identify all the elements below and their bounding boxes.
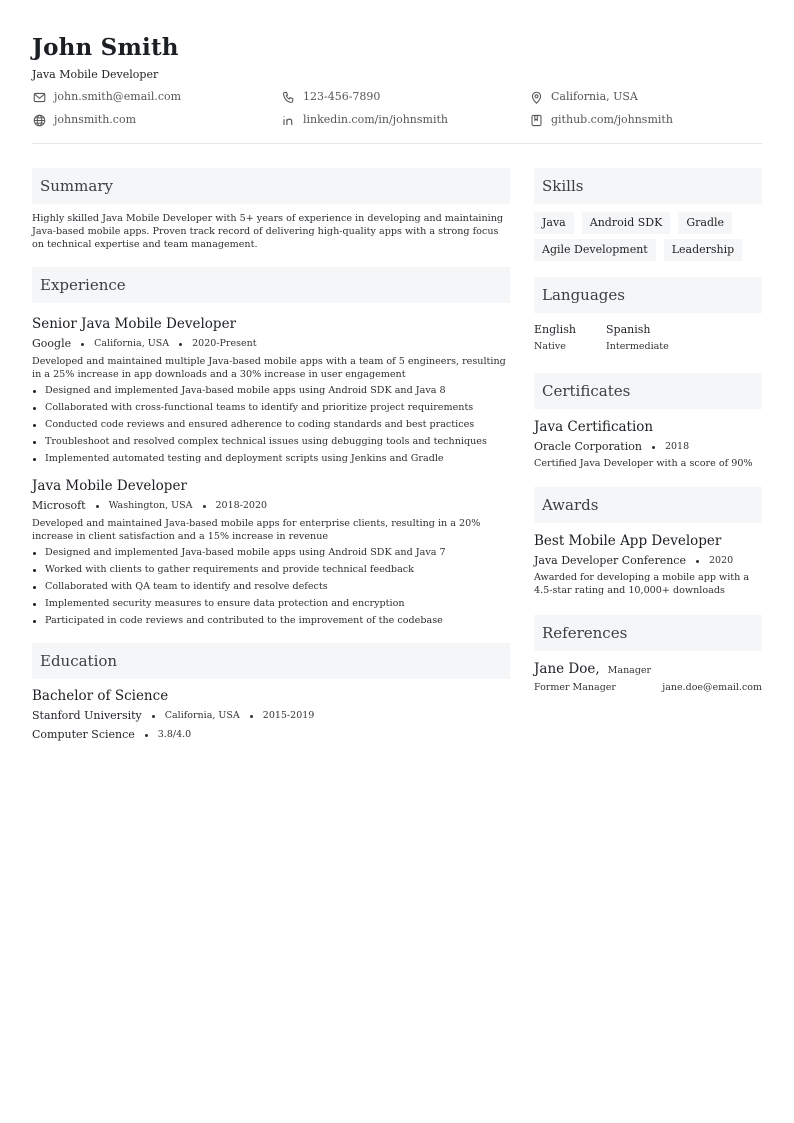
separator-dot: [96, 505, 99, 508]
contact-linkedin[interactable]: [281, 113, 529, 127]
job-entry: [32, 316, 510, 465]
github-icon: [529, 113, 543, 127]
language-name: Spanish: [606, 323, 651, 336]
school-location: California, USA: [164, 710, 240, 721]
language-name: English: [534, 323, 576, 336]
list-item: [32, 418, 510, 431]
awards-heading: Awards: [534, 487, 762, 523]
language-item: [534, 323, 606, 353]
list-item: [32, 384, 510, 397]
phone-icon: [281, 90, 295, 104]
candidate-name: John Smith: [32, 34, 179, 61]
reference-relation: Former Manager: [534, 682, 616, 693]
language-item: [606, 323, 678, 353]
separator-dot: [696, 560, 699, 563]
contact-list: [32, 90, 762, 127]
education-section: [32, 643, 510, 742]
list-item: [32, 435, 510, 448]
list-item: [32, 580, 510, 593]
list-item: [32, 452, 510, 465]
education-heading: Education: [32, 643, 510, 679]
degree-title: Bachelor of Science: [32, 688, 169, 704]
bullet-icon: [33, 407, 36, 410]
separator-dot: [652, 446, 655, 449]
award-year: 2020: [708, 555, 734, 566]
contact-linkedin-text: linkedin.com/in/johnsmith: [303, 113, 448, 126]
header: [32, 34, 762, 144]
bullet-icon: [33, 569, 36, 572]
job-title: Java Mobile Developer: [32, 478, 187, 494]
bullet-text: Implemented security measures to ensure data protection and encryption: [45, 598, 405, 609]
job-company: Microsoft: [32, 499, 86, 512]
separator-dot: [81, 343, 84, 346]
language-level: Intermediate: [606, 341, 669, 352]
award-meta: [534, 554, 762, 568]
reference-header: [534, 661, 762, 677]
linkedin-icon: [281, 113, 295, 127]
summary-section: [32, 168, 510, 251]
summary-heading: Summary: [32, 168, 510, 204]
reference-details: [534, 682, 762, 693]
bullet-text: Designed and implemented Java-based mobile apps using Android SDK and Java 8: [45, 385, 446, 396]
job-dates: 2020-Present: [192, 338, 257, 349]
certificates-section: [534, 373, 762, 470]
bullet-text: Collaborated with cross-functional teams to identify and prioritize project requirements: [45, 402, 474, 413]
references-section: [534, 615, 762, 693]
certificates-heading: Certificates: [534, 373, 762, 409]
skill-tag: Leadership: [664, 239, 742, 261]
award-issuer: Java Developer Conference: [534, 554, 686, 567]
resume-page: [32, 34, 762, 741]
bullet-text: Worked with clients to gather requirements and provide technical feedback: [45, 564, 414, 575]
contact-location: [529, 90, 762, 104]
reference-role: Manager: [607, 665, 652, 676]
list-item: [32, 597, 510, 610]
separator-dot: [145, 734, 148, 737]
job-description: Developed and maintained Java-based mobile apps for enterprise clients, resulting in a 20% increase in client satisfaction and a 15% increase in revenue: [32, 518, 481, 542]
bullet-icon: [33, 552, 36, 555]
contact-website-text: johnsmith.com: [54, 113, 137, 126]
contact-location-text: California, USA: [551, 90, 638, 103]
skills-list: [534, 212, 762, 261]
bullet-icon: [33, 603, 36, 606]
job-entry: [32, 478, 510, 627]
award-title: Best Mobile App Developer: [534, 533, 722, 549]
certificate-meta: [534, 440, 762, 454]
bullet-text: Implemented automated testing and deployment scripts using Jenkins and Gradle: [45, 453, 444, 464]
bullet-text: Designed and implemented Java-based mobile apps using Android SDK and Java 7: [45, 547, 446, 558]
languages-heading: Languages: [534, 277, 762, 313]
skill-tag: Agile Development: [534, 239, 656, 261]
job-location: Washington, USA: [108, 500, 193, 511]
left-column: [32, 168, 510, 742]
skills-section: [534, 168, 762, 261]
reference-name: Jane Doe,: [534, 661, 600, 677]
contact-phone-text: 123-456-7890: [303, 90, 381, 103]
certificate-year: 2018: [664, 441, 690, 452]
school-name: Stanford University: [32, 709, 142, 722]
job-location: California, USA: [94, 338, 170, 349]
header-divider: [32, 143, 762, 144]
skill-tag: Gradle: [678, 212, 732, 234]
bullet-icon: [33, 390, 36, 393]
contact-email[interactable]: [32, 90, 281, 104]
education-meta: [32, 709, 510, 723]
skills-heading: Skills: [534, 168, 762, 204]
reference-email[interactable]: jane.doe@email.com: [662, 682, 762, 693]
list-item: [32, 563, 510, 576]
contact-phone[interactable]: [281, 90, 529, 104]
bullet-icon: [33, 458, 36, 461]
certificate-description: Certified Java Developer with a score of 90%: [534, 458, 753, 469]
education-field-meta: [32, 728, 510, 742]
job-dates: 2018-2020: [215, 500, 268, 511]
right-column: [534, 168, 762, 693]
mail-icon: [32, 90, 46, 104]
references-heading: References: [534, 615, 762, 651]
candidate-title: Java Mobile Developer: [32, 68, 159, 81]
list-item: [32, 546, 510, 559]
job-title: Senior Java Mobile Developer: [32, 316, 237, 332]
bullet-text: Conducted code reviews and ensured adherence to coding standards and best practices: [45, 419, 475, 430]
job-meta: [32, 337, 510, 351]
bullet-text: Troubleshoot and resolved complex technical issues using debugging tools and techniques: [45, 436, 487, 447]
contact-email-text: john.smith@email.com: [54, 90, 182, 103]
languages-section: [534, 277, 762, 353]
gpa: 3.8/4.0: [157, 729, 192, 740]
awards-section: [534, 487, 762, 597]
bullet-icon: [33, 441, 36, 444]
globe-icon: [32, 113, 46, 127]
field-of-study: Computer Science: [32, 728, 135, 741]
certificate-title: Java Certification: [534, 419, 654, 435]
skill-tag: Java: [534, 212, 574, 234]
list-item: [32, 401, 510, 414]
language-level: Native: [534, 341, 566, 352]
bullet-icon: [33, 424, 36, 427]
separator-dot: [203, 505, 206, 508]
job-bullets: [32, 546, 510, 627]
job-description: Developed and maintained multiple Java-based mobile apps with a team of 5 engineers, resulting in a 25% increase in app downloads and a 30% increase in user engagement: [32, 356, 506, 380]
summary-text: Highly skilled Java Mobile Developer with 5+ years of experience in developing and maintaining Java-based mobile apps. Proven track record of delivering high-quality apps with a strong focus on technical expertise and team management.: [32, 213, 504, 250]
bullet-text: Collaborated with QA team to identify and resolve defects: [45, 581, 328, 592]
bullet-text: Participated in code reviews and contributed to the improvement of the codebase: [45, 615, 443, 626]
list-item: [32, 614, 510, 627]
separator-dot: [152, 715, 155, 718]
languages-list: [534, 323, 762, 353]
separator-dot: [179, 343, 182, 346]
education-dates: 2015-2019: [262, 710, 315, 721]
bullet-icon: [33, 620, 36, 623]
separator-dot: [250, 715, 253, 718]
contact-github[interactable]: [529, 113, 762, 127]
experience-section: [32, 267, 510, 627]
skill-tag: Android SDK: [582, 212, 671, 234]
job-company: Google: [32, 337, 72, 350]
contact-github-text: github.com/johnsmith: [551, 113, 673, 126]
certificate-issuer: Oracle Corporation: [534, 440, 642, 453]
location-icon: [529, 90, 543, 104]
contact-website[interactable]: [32, 113, 281, 127]
experience-heading: Experience: [32, 267, 510, 303]
award-description: Awarded for developing a mobile app with a 4.5-star rating and 10,000+ downloads: [534, 572, 750, 596]
bullet-icon: [33, 586, 36, 589]
job-meta: [32, 499, 510, 513]
job-bullets: [32, 384, 510, 465]
